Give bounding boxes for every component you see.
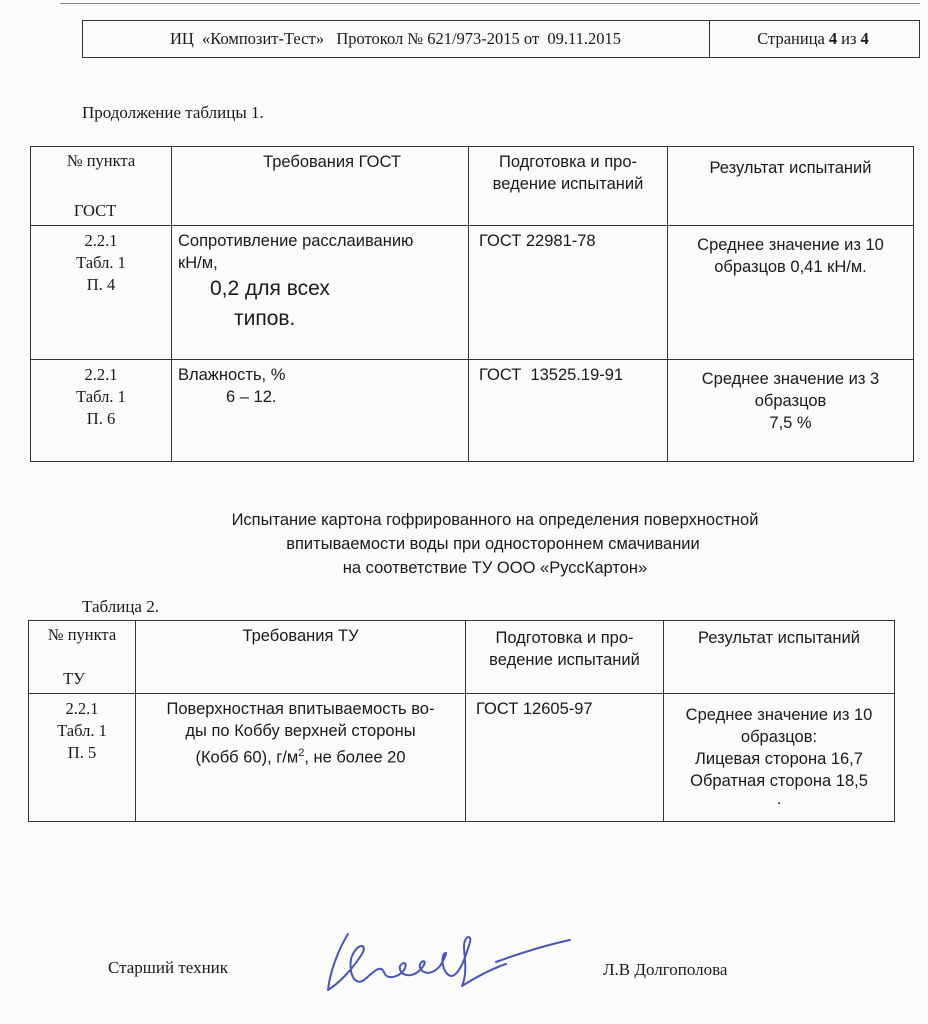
- item-point: П. 4: [86, 275, 116, 294]
- item-point: П. 5: [67, 743, 97, 762]
- result-line: .: [776, 790, 782, 808]
- table1-header-item-line2: ГОСТ: [73, 201, 117, 220]
- table2-header-method-line2: ведение испытаний: [489, 651, 640, 669]
- req-value-cont: типов.: [234, 307, 296, 330]
- item-table: Табл. 1: [76, 253, 126, 272]
- table1-header-req-text: Требования ГОСТ: [263, 153, 401, 171]
- page-total: 4: [860, 29, 869, 48]
- table1-header-method-line1: Подготовка и про-: [498, 153, 637, 171]
- req-text: Поверхностная впитываемость во-: [166, 700, 435, 718]
- table-row: [29, 694, 895, 822]
- top-rule: [60, 0, 920, 4]
- header-page: [710, 20, 920, 58]
- table1-header-req: [172, 147, 469, 226]
- table2-header-item: [29, 621, 136, 694]
- req-value: 0,2 для всех: [210, 277, 330, 300]
- result-line: Обратная сторона 18,5: [690, 772, 868, 790]
- table2-header-result: [664, 621, 895, 694]
- table1-header-result: [668, 147, 914, 226]
- table1-header-item: [31, 147, 172, 226]
- req-unit: кН/м,: [178, 254, 218, 272]
- table-row: [31, 360, 914, 462]
- table2: [28, 620, 895, 822]
- table2-header-method-line1: Подготовка и про-: [495, 629, 634, 647]
- table1-caption: Продолжение таблицы 1.: [82, 103, 264, 122]
- table1-row1-req: [172, 226, 469, 360]
- table2-row-result: [664, 694, 895, 822]
- table2-header-row: [29, 621, 895, 694]
- page-sep: из: [841, 29, 857, 48]
- test-title-line2: впитываемости воды при одностороннем смачивании: [286, 535, 700, 553]
- handwritten-signature-icon: [318, 920, 578, 1000]
- page-prefix: Страница: [757, 29, 825, 48]
- item-table: Табл. 1: [76, 387, 126, 406]
- item-number: 2.2.1: [84, 231, 118, 250]
- item-point: П. 6: [86, 409, 116, 428]
- page-current: 4: [828, 29, 838, 48]
- result-line: образцов:: [740, 728, 818, 746]
- table2-caption: Таблица 2.: [82, 597, 159, 616]
- table1-header-row: [31, 147, 914, 226]
- req-unit-post: , не более 20: [304, 748, 406, 767]
- req-text: [142, 742, 459, 769]
- table1-row1-result: [668, 226, 914, 360]
- req-text: Сопротивление расслаиванию: [178, 232, 414, 250]
- item-number: 2.2.1: [65, 699, 99, 718]
- result-line: Среднее значение из 10: [685, 706, 873, 724]
- item-table: Табл. 1: [57, 721, 107, 740]
- table1-row2-method: [469, 360, 668, 462]
- table1-row1-method: [469, 226, 668, 360]
- result-line: образцов 0,41 кН/м.: [714, 258, 867, 276]
- table2-header-req-text: Требования ТУ: [242, 627, 359, 645]
- table2-row-req: [136, 694, 466, 822]
- method-text: ГОСТ 12605-97: [476, 700, 593, 718]
- req-text: Влажность, %: [178, 366, 286, 384]
- result-line: Лицевая сторона 16,7: [695, 750, 863, 768]
- req-unit-sup: 2: [298, 747, 305, 759]
- table1-header-result-text: Результат испытаний: [709, 159, 872, 177]
- table1-header-method: [469, 147, 668, 226]
- method-text: ГОСТ 22981-78: [479, 232, 596, 250]
- item-number: 2.2.1: [84, 365, 118, 384]
- table2-header-req: [136, 621, 466, 694]
- result-line: образцов: [754, 392, 827, 410]
- table2-header-method: [466, 621, 664, 694]
- req-unit-pre: (Кобб 60), г/м: [195, 748, 299, 767]
- table2-header-item-line1: № пункта: [47, 625, 117, 644]
- table1-row2-result: [668, 360, 914, 462]
- table-row: [31, 226, 914, 360]
- table2-row-item: [29, 694, 136, 822]
- result-line: Среднее значение из 10: [697, 236, 884, 254]
- table1-row2-req: [172, 360, 469, 462]
- table1: [30, 146, 914, 462]
- result-line: 7,5 %: [769, 414, 812, 432]
- table1-row2-item: [31, 360, 172, 462]
- result-line: Среднее значение из 3: [701, 370, 880, 388]
- table1-header-method-line2: ведение испытаний: [492, 175, 644, 193]
- method-text: ГОСТ 13525.19-91: [479, 366, 624, 384]
- table2-header-item-line2: ТУ: [63, 669, 85, 688]
- signer-role: Старший техник: [108, 958, 229, 977]
- header-protocol-text: ИЦ «Композит-Тест» Протокол № 621/973-2015 от 09.11.2015: [169, 29, 622, 48]
- table2-row-method: [466, 694, 664, 822]
- req-text: ды по Коббу верхней стороны: [185, 722, 416, 740]
- test-title-line1: Испытание картона гофрированного на определения поверхностной: [231, 511, 759, 529]
- signer-name: Л.В Долгополова: [603, 960, 728, 979]
- table1-row1-item: [31, 226, 172, 360]
- test-title: [0, 508, 928, 580]
- header-protocol: [82, 20, 709, 58]
- test-title-line3: на соответствие ТУ ООО «РуссКартон»: [342, 559, 648, 577]
- req-value: 6 – 12.: [226, 388, 277, 406]
- table1-header-item-line1: № пункта: [66, 151, 136, 170]
- table2-header-result-text: Результат испытаний: [698, 629, 860, 647]
